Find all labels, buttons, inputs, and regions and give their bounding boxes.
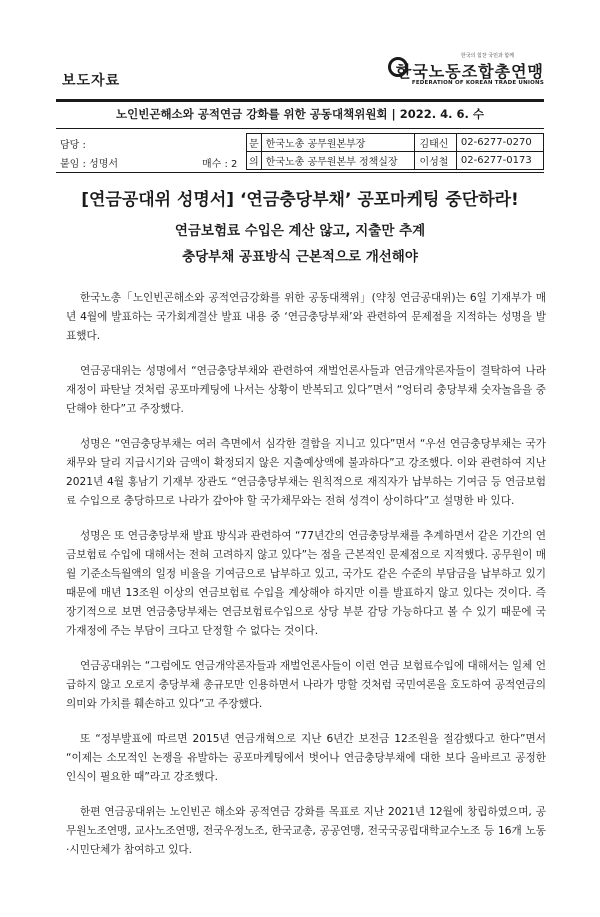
contact-name: 김태신 — [415, 134, 456, 152]
headline: [연금공대위 성명서] ‘연금충당부채’ 공포마케팅 중단하라! — [81, 190, 519, 210]
attachment-info: 붙임 : 성명서 — [60, 159, 119, 170]
title-divider — [56, 128, 544, 129]
body-paragraph: 한국노총「노인빈곤해소와 공적연금강화를 위한 공동대책위」(약칭 연금공대위)는 6일 기재부가 매년 4월에 발표하는 국가회계결산 발표 내용 중 ‘연금충당부채’와 관련하여 문제점을 지적하는 성명을 발표했다. — [66, 292, 546, 342]
subheadline: 충당부채 공표방식 근본적으로 개선해야 — [182, 249, 418, 265]
logo-korean-name: 한국노동조합총연맹 — [395, 62, 544, 81]
body-paragraph: 성명은 “연금충당부채는 여러 측면에서 심각한 결함을 지니고 있다”면서 “우선 연금충당부채는 국가채무와 달리 지급시기와 금액이 확정되지 않은 지출예상액에 불과하다”고 강조했다. 이와 관련하여 지난 2021년 4월 홍남기 기재부 장관도 “연금충당부채는 원칙적으로 재직자가 납부하는 기여금 등 연금보험료 수입으로 충당하므로 나라가 갚아야 할 국가채무와는 전혀 성격이 상이하다”고 설명한 바 있다. — [66, 438, 546, 507]
contact-phone: 02-6277-0173 — [456, 152, 543, 170]
document-meta — [56, 133, 544, 171]
inquiry-label: 의 — [247, 152, 262, 170]
body-paragraph: 또 “정부발표에 따르면 2015년 연금개혁으로 지난 6년간 보전금 12조원을 절감했다고 한다”면서 “이제는 소모적인 논쟁을 유발하는 공포마케팅에서 벗어나 연금충당부채에 대한 보다 올바르고 공정한 인식이 필요한 때”라고 강조했다. — [66, 733, 546, 783]
press-release-label: 보도자료 — [62, 73, 121, 89]
logo-slogan: 한국의 힘찬 국민과 함께 — [460, 53, 514, 59]
contact-row — [247, 134, 544, 152]
committee-date-line: 노인빈곤해소와 공적연금 강화를 위한 공동대책위원회 | 2022. 4. 6. 수 — [116, 107, 484, 121]
body-paragraph: 한편 연금공대위는 노인빈곤 해소와 공적연금 강화를 목표로 지난 2021년 12월에 창립하였으며, 공무원노조연맹, 교사노조연맹, 전국우정노조, 한국교총, 공공연맹, 전국국공립대학교수노조 등 16개 노동·시민단체가 참여하고 있다. — [66, 806, 546, 856]
contact-label: 담당 : — [60, 140, 86, 151]
inquiry-label: 문 — [247, 134, 262, 152]
contact-org: 한국노총 공무원본부장 — [261, 134, 415, 152]
fktu-logo — [354, 52, 544, 98]
body-paragraph: 연금공대위는 성명에서 “연금충당부채와 관련하여 재벌언론사들과 연금개악론자들이 결탁하여 나라재정이 파탄날 것처럼 공포마케팅에 나서는 상황이 반복되고 있다”면서 “엉터리 충당부채 숫자놀음을 중단해야 한다”고 주장했다. — [66, 365, 546, 415]
contact-table — [246, 133, 544, 170]
article-body — [66, 289, 546, 876]
body-paragraph: 성명은 또 연금충당부채 발표 방식과 관련하여 “77년간의 연금충당부채를 추계하면서 같은 기간의 연금보험료 수입에 대해서는 전혀 고려하지 않고 있다”는 점을 근본적인 문제점으로 지적했다. 공무원이 매월 기준소득월액의 일정 비율을 기여금으로 납부하고 있고, 국가도 같은 수준의 부담금을 납부하고 있기 때문에 매년 13조원 이상의 연금보험료 수입을 계상해야 하지만 이를 발표하지 않고 있다는 것이다. 즉 장기적으로 보면 연금충당부채는 연금보험료수입으로 상당 부분 감당 가능하다고 볼 수 있기 때문에 국가재정에 주는 부담이 크다고 단정할 수 없다는 것이다. — [66, 530, 546, 637]
page-count: 매수 : 2 — [202, 159, 238, 170]
body-paragraph: 연금공대위는 “그럼에도 연금개악론자들과 재벌언론사들이 이런 연금 보험료수입에 대해서는 일체 언급하지 않고 오로지 충당부채 총규모만 인용하면서 나라가 망할 것처럼 국민여론을 호도하여 공적연금의 의미와 가치를 훼손하고 있다”고 주장했다. — [66, 660, 546, 710]
contact-phone: 02-6277-0270 — [456, 134, 543, 152]
meta-divider — [56, 172, 544, 173]
contact-name: 이성철 — [415, 152, 456, 170]
header-divider — [56, 99, 544, 102]
contact-org: 한국노총 공무원본부 정책실장 — [261, 152, 415, 170]
contact-row — [247, 152, 544, 170]
logo-english-name: FEDERATION OF KOREAN TRADE UNIONS — [411, 80, 544, 86]
subheadline: 연금보험료 수입은 계산 않고, 지출만 추계 — [174, 223, 426, 239]
press-release-header — [56, 52, 544, 98]
